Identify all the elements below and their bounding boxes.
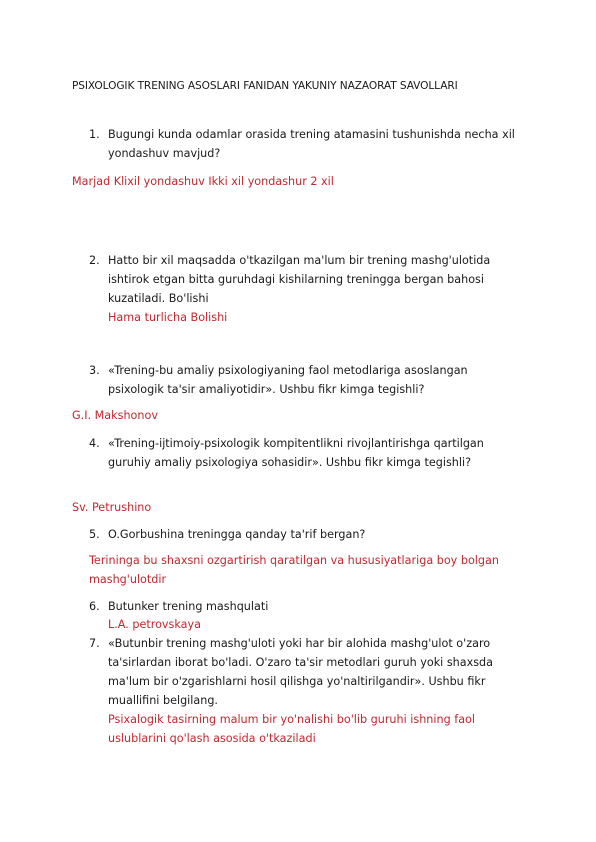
- question-3-number: 3.: [89, 364, 100, 377]
- question-2-line-2: ishtirok etgan bitta guruhdagi kishilarning treningga bergan bahosi: [108, 273, 484, 286]
- question-1-line-1: Bugungi kunda odamlar orasida trening atamasini tushunishda necha xil: [108, 128, 515, 141]
- question-7-line-3: ma'lum bir o'zgarishlarni hosil qilishga yo'naltirilgandir». Ushbu fikr: [108, 675, 486, 688]
- document-title: PSIXOLOGIK TRENING ASOSLARI FANIDAN YAKUNIY NAZAORAT SAVOLLARI: [72, 80, 458, 92]
- answer-4: Sv. Petrushino: [72, 501, 152, 514]
- answer-5-line-2: mashg'ulotdir: [89, 573, 167, 586]
- answer-7-line-1: Psixalogik tasirning malum bir yo'nalishi bo'lib guruhi ishning faol: [108, 713, 476, 726]
- answer-7-line-2: uslublarini qo'lash asosida o'tkaziladi: [108, 732, 316, 745]
- question-7-number: 7.: [89, 637, 100, 650]
- answer-2: Hama turlicha Bolishi: [108, 311, 228, 324]
- question-5-number: 5.: [89, 528, 100, 541]
- question-1-number: 1.: [89, 128, 100, 141]
- question-7-line-2: ta'sirlardan iborat bo'ladi. O'zaro ta'sir metodlari guruh yoki shaxsda: [108, 656, 494, 669]
- answer-3: G.I. Makshonov: [72, 409, 158, 422]
- question-5-line-1: O.Gorbushina treningga qanday ta'rif bergan?: [108, 528, 366, 541]
- answer-6: L.A. petrovskaya: [108, 618, 201, 631]
- question-2-line-1: Hatto bir xil maqsadda o'tkazilgan ma'lum bir trening mashg'ulotida: [108, 254, 491, 267]
- question-4-line-1: «Trening-ijtimoiy-psixologik kompitentlikni rivojlantirishga qartilgan: [108, 437, 484, 450]
- question-2-line-3: kuzatiladi. Bo'lishi: [108, 292, 209, 305]
- question-1-line-2: yondashuv mavjud?: [108, 147, 221, 160]
- question-2-number: 2.: [89, 254, 100, 267]
- question-3-line-2: psixologik ta'sir amaliyotidir». Ushbu fikr kimga tegishli?: [108, 383, 425, 396]
- question-3-line-1: «Trening-bu amaliy psixologiyaning faol metodlariga asoslangan: [108, 364, 468, 377]
- question-4-number: 4.: [89, 437, 100, 450]
- question-6-number: 6.: [89, 600, 100, 613]
- answer-1: Marjad Klixil yondashuv Ikki xil yondashur 2 xil: [72, 175, 334, 188]
- question-6-line-1: Butunker trening mashqulati: [108, 600, 269, 613]
- question-7-line-4: muallifini belgilang.: [108, 694, 218, 707]
- answer-5-line-1: Terininga bu shaxsni ozgartirish qaratilgan va hususiyatlariga boy bolgan: [89, 554, 499, 567]
- question-4-line-2: guruhiy amaliy psixologiya sohasidir». Ushbu fikr kimga tegishli?: [108, 456, 472, 469]
- question-7-line-1: «Butunbir trening mashg'uloti yoki har bir alohida mashg'ulot o'zaro: [108, 637, 491, 650]
